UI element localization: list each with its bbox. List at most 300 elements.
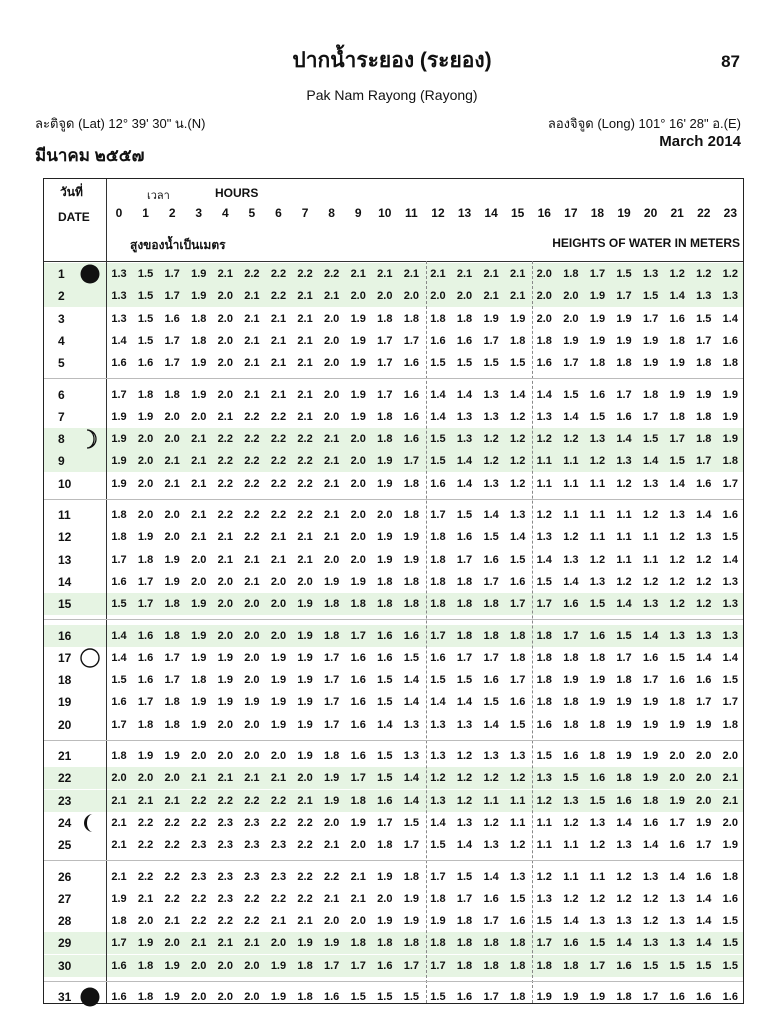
height-cell: 2.1 xyxy=(244,290,260,303)
height-cell: 2.1 xyxy=(323,509,340,521)
height-cell: 1.8 xyxy=(403,312,420,325)
height-cell: 1.6 xyxy=(696,477,712,490)
table-row xyxy=(44,450,743,472)
height-cell: 1.8 xyxy=(456,312,473,325)
height-cell: 1.7 xyxy=(164,334,180,347)
height-cell: 1.9 xyxy=(589,696,606,709)
height-cell: 2.0 xyxy=(164,772,180,785)
height-cell: 1.9 xyxy=(616,334,632,347)
height-cell: 1.2 xyxy=(696,598,712,611)
height-cell: 2.1 xyxy=(111,816,127,829)
height-cell: 2.0 xyxy=(377,509,393,521)
height-cell: 2.0 xyxy=(217,290,233,303)
height-cell: 1.8 xyxy=(430,598,446,611)
height-cell: 1.8 xyxy=(536,674,552,687)
height-cell: 1.1 xyxy=(642,553,659,566)
height-cell: 1.1 xyxy=(589,509,606,521)
day-number: 2 xyxy=(58,289,65,304)
height-cell: 1.2 xyxy=(642,509,659,521)
table-row xyxy=(44,625,743,647)
height-cell: 1.2 xyxy=(696,575,712,588)
height-cell: 1.3 xyxy=(510,750,526,762)
height-cell: 1.6 xyxy=(642,651,659,664)
height-cell: 1.6 xyxy=(589,629,606,642)
height-cell: 1.5 xyxy=(430,455,446,468)
height-cell: 1.8 xyxy=(377,598,393,611)
height-cell: 1.9 xyxy=(137,937,154,950)
height-cell: 1.8 xyxy=(323,598,340,611)
height-cell: 1.9 xyxy=(642,750,659,762)
day-number: 26 xyxy=(58,869,72,884)
height-cell: 1.8 xyxy=(403,598,420,611)
height-cell: 2.1 xyxy=(323,839,340,852)
height-cell: 2.1 xyxy=(217,410,233,423)
height-cell: 2.1 xyxy=(483,290,499,303)
hour-label: 3 xyxy=(195,206,203,220)
height-cell: 1.5 xyxy=(669,455,685,468)
height-cell: 1.3 xyxy=(589,816,606,829)
height-cell: 1.6 xyxy=(696,870,712,883)
day-number: 25 xyxy=(58,838,72,853)
table-row xyxy=(44,790,743,812)
height-cell: 1.3 xyxy=(722,598,738,611)
height-cell: 1.6 xyxy=(616,410,632,423)
height-cell: 1.8 xyxy=(536,629,552,642)
height-cell: 1.5 xyxy=(483,357,499,370)
hour-label: 16 xyxy=(537,206,551,220)
height-cell: 1.7 xyxy=(616,388,632,401)
day-number: 16 xyxy=(58,628,72,643)
height-cell: 1.9 xyxy=(403,553,420,566)
height-cell: 1.6 xyxy=(403,357,420,370)
page-number: 87 xyxy=(721,52,740,71)
height-cell: 2.2 xyxy=(244,509,260,521)
hour-label: 11 xyxy=(405,206,418,220)
height-cell: 1.4 xyxy=(483,509,499,521)
height-cell: 1.8 xyxy=(191,334,207,347)
last-quarter-icon xyxy=(79,812,101,834)
height-cell: 1.9 xyxy=(164,750,180,762)
height-cell: 1.2 xyxy=(669,598,685,611)
height-cell: 2.0 xyxy=(297,575,313,588)
height-cell: 2.0 xyxy=(722,750,738,762)
height-cell: 1.5 xyxy=(377,674,393,687)
height-cell: 1.6 xyxy=(350,718,366,731)
height-cell: 2.1 xyxy=(164,794,180,807)
height-cell: 2.0 xyxy=(430,290,446,303)
height-cell: 1.2 xyxy=(589,839,606,852)
hour-label: 23 xyxy=(723,206,737,220)
height-cell: 1.3 xyxy=(616,839,632,852)
height-cell: 1.9 xyxy=(722,433,738,446)
height-cell: 1.1 xyxy=(563,870,579,883)
height-cell: 1.8 xyxy=(456,937,473,950)
height-cell: 1.4 xyxy=(483,718,499,731)
height-cell: 2.0 xyxy=(137,509,154,521)
height-cell: 1.7 xyxy=(430,629,446,642)
height-cell: 2.0 xyxy=(270,937,287,950)
height-cell: 2.0 xyxy=(217,959,233,972)
page-title-thai: ปากน้ำระยอง (ระยอง) xyxy=(292,49,492,72)
height-cell: 1.4 xyxy=(430,388,446,401)
table-row xyxy=(44,955,743,977)
height-cell: 1.8 xyxy=(323,629,340,642)
height-cell: 1.6 xyxy=(403,410,420,423)
height-cell: 1.8 xyxy=(510,334,526,347)
height-cell: 1.1 xyxy=(510,794,526,807)
height-cell: 2.2 xyxy=(217,794,233,807)
height-cell: 1.4 xyxy=(669,290,685,303)
height-cell: 1.7 xyxy=(164,357,180,370)
height-cell: 1.2 xyxy=(536,433,552,446)
height-cell: 1.6 xyxy=(510,575,526,588)
height-cell: 1.8 xyxy=(563,651,579,664)
height-cell: 1.8 xyxy=(696,357,712,370)
height-cell: 2.1 xyxy=(510,290,526,303)
height-cell: 1.9 xyxy=(297,629,313,642)
height-cell: 2.2 xyxy=(217,915,233,928)
height-cell: 1.1 xyxy=(642,531,659,544)
height-cell: 1.2 xyxy=(669,575,685,588)
height-cell: 1.4 xyxy=(456,839,473,852)
height-cell: 1.2 xyxy=(483,433,499,446)
height-cell: 2.3 xyxy=(270,839,287,852)
date-header-thai: วันที่ xyxy=(60,185,83,199)
height-cell: 1.7 xyxy=(137,575,154,588)
height-cell: 1.5 xyxy=(403,651,420,664)
height-cell: 1.9 xyxy=(350,410,366,423)
height-cell: 2.1 xyxy=(217,553,233,566)
height-cell: 1.8 xyxy=(510,991,526,1003)
height-cell: 2.0 xyxy=(350,455,366,468)
height-cell: 1.2 xyxy=(589,892,606,905)
table-row xyxy=(44,888,743,910)
height-cell: 1.7 xyxy=(323,651,340,664)
height-cell: 1.7 xyxy=(377,334,393,347)
height-cell: 1.2 xyxy=(616,575,632,588)
height-cell: 2.2 xyxy=(297,455,313,468)
day-number: 8 xyxy=(58,432,65,447)
day-number: 29 xyxy=(58,936,72,951)
height-cell: 1.2 xyxy=(510,772,526,785)
height-cell: 2.2 xyxy=(244,455,260,468)
height-cell: 1.2 xyxy=(456,772,473,785)
height-cell: 1.6 xyxy=(403,433,420,446)
height-cell: 2.3 xyxy=(217,892,233,905)
hour-label: 14 xyxy=(484,206,498,220)
height-cell: 1.7 xyxy=(669,816,685,829)
height-cell: 1.3 xyxy=(483,750,499,762)
height-cell: 1.5 xyxy=(589,794,606,807)
height-cell: 1.3 xyxy=(456,816,473,829)
height-cell: 2.2 xyxy=(270,290,287,303)
height-cell: 2.1 xyxy=(111,839,127,852)
height-cell: 2.2 xyxy=(244,268,260,280)
hour-label: 17 xyxy=(564,206,578,220)
height-cell: 1.3 xyxy=(589,915,606,928)
height-cell: 1.8 xyxy=(536,651,552,664)
height-cell: 2.2 xyxy=(137,870,154,883)
height-cell: 1.8 xyxy=(536,696,552,709)
new-moon-icon xyxy=(79,263,101,285)
height-cell: 1.2 xyxy=(510,433,526,446)
hour-label: 21 xyxy=(670,206,684,220)
time-label-thai: เวลา xyxy=(147,190,170,202)
height-cell: 1.8 xyxy=(430,892,446,905)
height-cell: 1.7 xyxy=(430,870,446,883)
height-cell: 2.3 xyxy=(191,870,207,883)
height-cell: 1.8 xyxy=(164,696,180,709)
height-cell: 2.0 xyxy=(350,553,366,566)
height-cell: 1.8 xyxy=(456,959,473,972)
height-cell: 1.3 xyxy=(642,598,659,611)
height-cell: 1.9 xyxy=(403,892,420,905)
height-cell: 1.7 xyxy=(350,772,366,785)
height-cell: 2.2 xyxy=(191,915,207,928)
height-cell: 1.7 xyxy=(642,991,659,1003)
height-cell: 1.6 xyxy=(669,991,685,1003)
height-cell: 1.2 xyxy=(536,870,552,883)
height-cell: 2.2 xyxy=(297,870,313,883)
table-row xyxy=(44,669,743,691)
height-cell: 1.4 xyxy=(536,388,552,401)
height-cell: 1.7 xyxy=(456,651,473,664)
height-cell: 1.4 xyxy=(456,455,473,468)
height-cell: 1.8 xyxy=(722,455,738,468)
height-cell: 1.4 xyxy=(669,477,685,490)
height-cell: 1.1 xyxy=(510,816,526,829)
height-cell: 1.2 xyxy=(536,509,552,521)
height-cell: 1.2 xyxy=(510,839,526,852)
height-cell: 1.9 xyxy=(270,718,287,731)
height-cell: 1.4 xyxy=(403,794,420,807)
height-cell: 1.5 xyxy=(536,750,552,762)
height-cell: 2.0 xyxy=(217,575,233,588)
height-cell: 1.6 xyxy=(563,937,579,950)
height-cell: 2.1 xyxy=(191,509,207,521)
row-group-divider xyxy=(44,740,743,741)
height-cell: 1.9 xyxy=(191,718,207,731)
height-cell: 1.5 xyxy=(377,750,393,762)
height-cell: 1.9 xyxy=(377,553,393,566)
height-cell: 2.0 xyxy=(536,312,552,325)
height-cell: 1.9 xyxy=(430,915,446,928)
height-cell: 2.1 xyxy=(191,531,207,544)
height-cell: 1.7 xyxy=(483,334,499,347)
height-cell: 1.2 xyxy=(510,410,526,423)
height-cell: 1.9 xyxy=(297,696,313,709)
height-cell: 2.0 xyxy=(669,772,685,785)
day-number: 24 xyxy=(58,815,72,830)
height-cell: 1.8 xyxy=(137,959,154,972)
height-cell: 1.2 xyxy=(563,433,579,446)
height-cell: 2.2 xyxy=(244,915,260,928)
height-cell: 2.1 xyxy=(350,870,366,883)
height-cell: 1.3 xyxy=(536,772,552,785)
height-cell: 1.9 xyxy=(722,839,738,852)
height-cell: 1.8 xyxy=(137,553,154,566)
day-number: 15 xyxy=(58,597,72,612)
height-cell: 1.7 xyxy=(642,410,659,423)
height-cell: 1.9 xyxy=(111,477,127,490)
height-cell: 1.4 xyxy=(722,312,738,325)
height-cell: 1.9 xyxy=(403,531,420,544)
day-number: 18 xyxy=(58,673,72,688)
height-cell: 2.1 xyxy=(323,531,340,544)
height-cell: 2.2 xyxy=(244,477,260,490)
height-cell: 2.1 xyxy=(297,531,313,544)
height-cell: 1.7 xyxy=(323,959,340,972)
height-cell: 1.7 xyxy=(483,991,499,1003)
height-cell: 1.8 xyxy=(377,312,393,325)
height-cell: 2.0 xyxy=(563,312,579,325)
height-cell: 2.1 xyxy=(270,334,287,347)
height-cell: 1.6 xyxy=(722,509,738,521)
height-cell: 1.9 xyxy=(297,718,313,731)
height-cell: 1.3 xyxy=(642,870,659,883)
height-cell: 2.3 xyxy=(217,839,233,852)
height-cell: 1.9 xyxy=(270,696,287,709)
height-cell: 1.9 xyxy=(589,334,606,347)
height-cell: 1.3 xyxy=(563,794,579,807)
height-cell: 2.0 xyxy=(191,750,207,762)
height-cell: 2.1 xyxy=(217,772,233,785)
height-cell: 1.3 xyxy=(483,388,499,401)
height-cell: 1.7 xyxy=(403,839,420,852)
height-cell: 2.3 xyxy=(270,870,287,883)
height-cell: 1.9 xyxy=(350,388,366,401)
height-cell: 1.9 xyxy=(323,772,340,785)
height-cell: 1.9 xyxy=(696,718,712,731)
height-cell: 1.2 xyxy=(642,575,659,588)
height-cell: 1.8 xyxy=(430,937,446,950)
height-cell: 1.5 xyxy=(669,651,685,664)
height-cell: 1.9 xyxy=(244,696,260,709)
height-cell: 1.8 xyxy=(510,959,526,972)
height-cell: 1.7 xyxy=(111,718,127,731)
height-cell: 1.3 xyxy=(456,410,473,423)
height-cell: 1.9 xyxy=(536,991,552,1003)
height-cell: 2.0 xyxy=(696,794,712,807)
height-cell: 2.1 xyxy=(191,477,207,490)
height-cell: 2.1 xyxy=(297,553,313,566)
height-cell: 2.0 xyxy=(244,718,260,731)
height-cell: 1.8 xyxy=(323,750,340,762)
height-cell: 2.0 xyxy=(350,509,366,521)
tide-table xyxy=(43,178,744,1004)
height-cell: 1.4 xyxy=(616,433,632,446)
height-cell: 1.4 xyxy=(510,388,526,401)
height-cell: 1.4 xyxy=(430,696,446,709)
height-cell: 1.1 xyxy=(536,816,552,829)
height-cell: 1.2 xyxy=(510,455,526,468)
height-cell: 1.7 xyxy=(510,598,526,611)
height-cell: 1.8 xyxy=(403,477,420,490)
height-cell: 1.8 xyxy=(456,575,473,588)
hour-label: 9 xyxy=(354,206,362,220)
height-cell: 1.8 xyxy=(669,410,685,423)
day-number: 10 xyxy=(58,476,72,491)
row-group-divider xyxy=(44,981,743,982)
height-cell: 1.3 xyxy=(589,575,606,588)
height-cell: 1.4 xyxy=(111,334,127,347)
height-cell: 1.8 xyxy=(483,959,499,972)
height-cell: 2.2 xyxy=(270,455,287,468)
height-cell: 2.1 xyxy=(323,290,340,303)
height-cell: 2.2 xyxy=(297,892,313,905)
height-cell: 1.7 xyxy=(403,959,420,972)
height-cell: 2.0 xyxy=(722,816,738,829)
height-cell: 2.3 xyxy=(191,839,207,852)
height-cell: 1.6 xyxy=(137,357,154,370)
table-row xyxy=(44,691,743,713)
height-cell: 2.0 xyxy=(563,290,579,303)
height-cell: 1.6 xyxy=(483,892,499,905)
height-cell: 2.0 xyxy=(350,290,366,303)
height-cell: 1.3 xyxy=(642,937,659,950)
height-cell: 2.0 xyxy=(191,553,207,566)
height-cell: 1.3 xyxy=(669,509,685,521)
height-cell: 1.7 xyxy=(536,598,552,611)
height-cell: 2.1 xyxy=(297,410,313,423)
date-header-english: DATE xyxy=(58,210,90,224)
height-cell: 1.3 xyxy=(563,553,579,566)
height-cell: 1.4 xyxy=(563,575,579,588)
height-cell: 1.5 xyxy=(722,959,738,972)
height-cell: 1.7 xyxy=(164,651,180,664)
height-cell: 1.9 xyxy=(217,674,233,687)
table-row xyxy=(44,526,743,548)
height-cell: 1.9 xyxy=(616,312,632,325)
first-quarter-icon xyxy=(79,428,101,450)
height-cell: 2.2 xyxy=(297,816,313,829)
height-cell: 2.1 xyxy=(510,268,526,280)
height-cell: 1.9 xyxy=(563,674,579,687)
height-cell: 2.2 xyxy=(191,816,207,829)
height-cell: 2.0 xyxy=(244,674,260,687)
height-cell: 2.1 xyxy=(270,357,287,370)
height-cell: 1.8 xyxy=(722,870,738,883)
height-cell: 2.1 xyxy=(323,433,340,446)
height-cell: 1.8 xyxy=(430,575,446,588)
height-cell: 1.6 xyxy=(403,629,420,642)
height-cell: 2.1 xyxy=(270,312,287,325)
height-cell: 1.8 xyxy=(297,959,313,972)
height-cell: 1.8 xyxy=(350,598,366,611)
height-cell: 2.2 xyxy=(244,892,260,905)
height-cell: 1.9 xyxy=(297,598,313,611)
height-cell: 1.6 xyxy=(350,750,366,762)
height-cell: 1.5 xyxy=(430,433,446,446)
height-cell: 1.6 xyxy=(722,991,738,1003)
height-cell: 1.4 xyxy=(696,651,712,664)
height-cell: 1.8 xyxy=(589,651,606,664)
height-cell: 1.7 xyxy=(696,455,712,468)
height-cell: 1.4 xyxy=(377,718,393,731)
height-cell: 1.5 xyxy=(642,433,659,446)
table-row xyxy=(44,384,743,406)
height-cell: 2.0 xyxy=(111,772,127,785)
height-cell: 1.9 xyxy=(642,772,659,785)
day-number: 9 xyxy=(58,454,65,469)
height-cell: 2.0 xyxy=(217,388,233,401)
height-cell: 1.8 xyxy=(403,575,420,588)
height-cell: 1.4 xyxy=(616,598,632,611)
height-cell: 2.2 xyxy=(323,870,340,883)
height-cell: 1.5 xyxy=(536,575,552,588)
height-cell: 1.7 xyxy=(696,839,712,852)
table-row xyxy=(44,812,743,834)
